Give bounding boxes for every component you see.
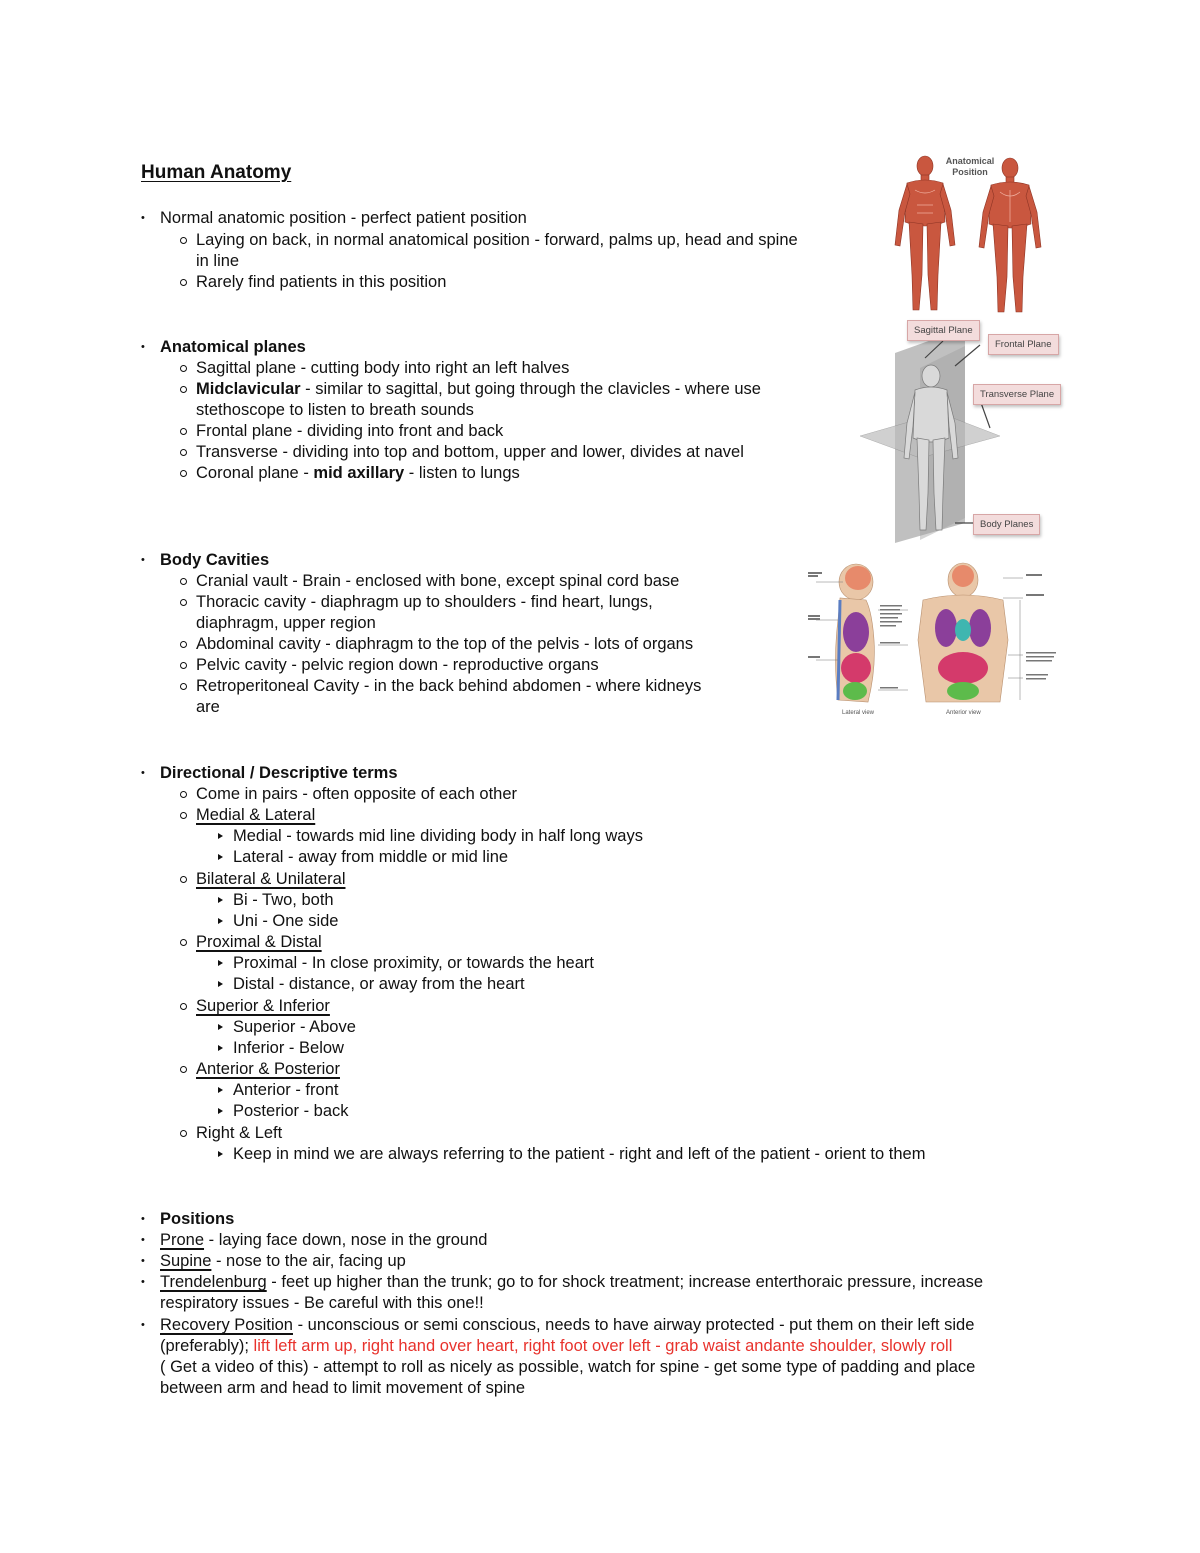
term-lateral: Lateral - away from middle or mid line [233, 848, 509, 866]
planes-transverse: Transverse - dividing into top and bottom, upper and lower, divides at navel [196, 443, 744, 461]
normal-position-item: Normal anatomic position - perfect patient position [160, 209, 527, 227]
circle-bullet [180, 386, 187, 393]
coronal-a: Coronal plane - [196, 464, 314, 482]
directional-pairs: Come in pairs - often opposite of each other [196, 785, 518, 803]
directional-heading: Directional / Descriptive terms [160, 764, 398, 782]
body-planes-label: Body Planes [973, 514, 1040, 535]
recovery-cont-2: ( Get a video of this) - attempt to roll as nicely as possible, watch for spine - get some type of padding and place [160, 1358, 976, 1376]
circle-bullet [180, 237, 187, 244]
cavities-heading: Body Cavities [160, 551, 270, 569]
transverse-plane-label: Transverse Plane [973, 384, 1061, 405]
circle-bullet [180, 599, 187, 606]
circle-bullet [180, 876, 187, 883]
cavity-retroperitoneal-cont: are [196, 698, 220, 716]
circle-bullet [180, 641, 187, 648]
planes-midclavicular-cont: stethoscope to listen to breath sounds [196, 401, 474, 419]
bullet-dot: • [141, 1255, 145, 1267]
trendelenburg-desc: - feet up higher than the trunk; go to for shock treatment; increase enterthoraic pressure, increase [266, 1273, 984, 1291]
triangle-bullet [218, 897, 223, 903]
circle-bullet [180, 939, 187, 946]
triangle-bullet [218, 1024, 223, 1030]
position-trendelenburg [160, 1272, 983, 1293]
triangle-bullet [218, 960, 223, 966]
cavity-cranial: Cranial vault - Brain - enclosed with bone, except spinal cord base [196, 572, 680, 590]
bullet-dot: • [141, 341, 145, 353]
term-uni: Uni - One side [233, 912, 339, 930]
circle-bullet [180, 812, 187, 819]
circle-bullet [180, 1003, 187, 1010]
anterior-view-label: Anterior view [946, 710, 981, 716]
position-supine [160, 1251, 406, 1272]
term-anterior: Anterior - front [233, 1081, 339, 1099]
prone-term: Prone [160, 1231, 205, 1249]
body-planes-figure [855, 318, 1065, 548]
planes-heading: Anatomical planes [160, 338, 306, 356]
cavity-thoracic-cont: diaphragm, upper region [196, 614, 376, 632]
term-inferior: Inferior - Below [233, 1039, 344, 1057]
recovery-red-steps: lift left arm up, right hand over heart, right foot over left - grab waist andante shoulder, slowly roll [253, 1337, 953, 1355]
recovery-preferably: (preferably); [160, 1337, 254, 1355]
midclavicular-desc: - similar to sagittal, but going through the clavicles - where use [300, 380, 761, 398]
bullet-dot: • [141, 1213, 145, 1225]
lateral-view-label: Lateral view [842, 710, 875, 716]
triangle-bullet [218, 854, 223, 860]
recovery-cont-3: between arm and head to limit movement of spine [160, 1379, 526, 1397]
recovery-desc: - unconscious or semi conscious, needs to have airway protected - put them on their left side [292, 1316, 975, 1334]
bullet-dot: • [141, 212, 145, 224]
triangle-bullet [218, 833, 223, 839]
circle-bullet [180, 365, 187, 372]
circle-bullet [180, 449, 187, 456]
planes-coronal [196, 463, 520, 484]
term-superior: Superior - Above [233, 1018, 356, 1036]
supine-term: Supine [160, 1252, 212, 1270]
normal-sub-1: Laying on back, in normal anatomical position - forward, palms up, head and spine [196, 231, 798, 249]
planes-frontal: Frontal plane - dividing into front and back [196, 422, 504, 440]
triangle-bullet [218, 1045, 223, 1051]
circle-bullet [180, 1066, 187, 1073]
sagittal-plane-label: Sagittal Plane [907, 320, 980, 341]
planes-sagittal: Sagittal plane - cutting body into right an left halves [196, 359, 570, 377]
triangle-bullet [218, 981, 223, 987]
term-bi: Bi - Two, both [233, 891, 334, 909]
bullet-dot: • [141, 1234, 145, 1246]
frontal-plane-label: Frontal Plane [988, 334, 1059, 355]
term-anterior-posterior: Anterior & Posterior [196, 1060, 340, 1078]
normal-sub-1-cont: in line [196, 252, 240, 270]
coronal-b: - listen to lungs [404, 464, 520, 482]
recovery-term: Recovery Position [160, 1316, 293, 1334]
body-cavities-figure [808, 560, 1063, 720]
trendelenburg-term: Trendelenburg [160, 1273, 267, 1291]
supine-desc: - nose to the air, facing up [211, 1252, 406, 1270]
term-bilateral-unilateral: Bilateral & Unilateral [196, 870, 346, 888]
term-medial-lateral: Medial & Lateral [196, 806, 316, 824]
circle-bullet [180, 428, 187, 435]
cavity-thoracic: Thoracic cavity - diaphragm up to shoulders - find heart, lungs, [196, 593, 653, 611]
bullet-dot: • [141, 767, 145, 779]
circle-bullet [180, 578, 187, 585]
anatomical-position-figure [885, 150, 1060, 318]
cavity-abdominal: Abdominal cavity - diaphragm to the top of the pelvis - lots of organs [196, 635, 694, 653]
term-posterior: Posterior - back [233, 1102, 349, 1120]
triangle-bullet [218, 1087, 223, 1093]
anatomical-position-label: Anatomical Position [945, 156, 995, 177]
cavity-retroperitoneal: Retroperitoneal Cavity - in the back behind abdomen - where kidneys [196, 677, 702, 695]
midclavicular-term: Midclavicular [196, 380, 301, 398]
circle-bullet [180, 470, 187, 477]
prone-desc: - laying face down, nose in the ground [204, 1231, 488, 1249]
bullet-dot: • [141, 1319, 145, 1331]
term-proximal-distal: Proximal & Distal [196, 933, 322, 951]
cavity-pelvic: Pelvic cavity - pelvic region down - reproductive organs [196, 656, 599, 674]
mid-axillary-term: mid axillary [313, 464, 405, 482]
triangle-bullet [218, 1108, 223, 1114]
position-prone [160, 1230, 487, 1251]
body-cavities-image [808, 560, 1063, 720]
positions-heading: Positions [160, 1210, 235, 1228]
term-medial: Medial - towards mid line dividing body in half long ways [233, 827, 643, 845]
circle-bullet [180, 791, 187, 798]
circle-bullet [180, 662, 187, 669]
term-proximal: Proximal - In close proximity, or towards the heart [233, 954, 594, 972]
planes-midclavicular [196, 379, 761, 400]
normal-sub-2: Rarely find patients in this position [196, 273, 447, 291]
term-right-left-note: Keep in mind we are always referring to the patient - right and left of the patient - orient to them [233, 1145, 926, 1163]
term-distal: Distal - distance, or away from the heart [233, 975, 525, 993]
circle-bullet [180, 279, 187, 286]
triangle-bullet [218, 918, 223, 924]
bullet-dot: • [141, 1276, 145, 1288]
circle-bullet [180, 683, 187, 690]
page-title: Human Anatomy [141, 162, 292, 183]
triangle-bullet [218, 1151, 223, 1157]
bullet-dot: • [141, 554, 145, 566]
term-right-left: Right & Left [196, 1124, 283, 1142]
term-superior-inferior: Superior & Inferior [196, 997, 330, 1015]
trendelenburg-cont: respiratory issues - Be careful with this one!! [160, 1294, 484, 1312]
circle-bullet [180, 1130, 187, 1137]
position-recovery [160, 1315, 974, 1336]
recovery-cont [160, 1336, 952, 1357]
